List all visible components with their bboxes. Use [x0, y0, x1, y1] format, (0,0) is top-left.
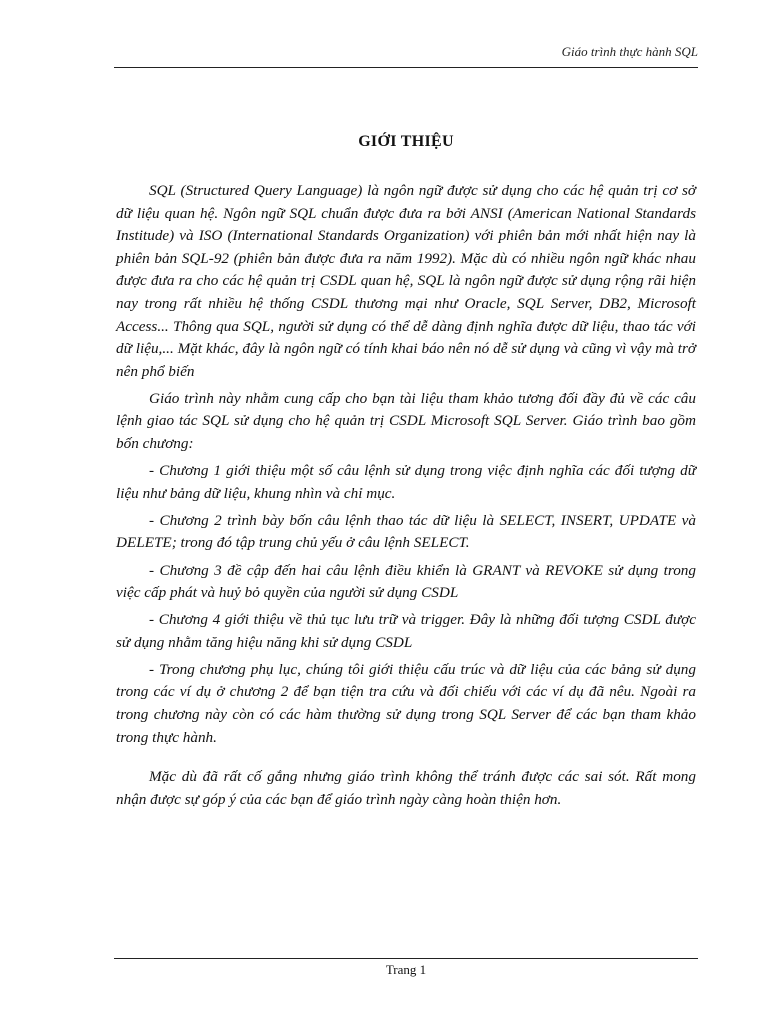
- header-divider: [114, 67, 698, 68]
- paragraph-intro: SQL (Structured Query Language) là ngôn ngữ được sử dụng cho các hệ quản trị cơ sở dữ liệu quan hệ. Ngôn ngữ SQL chuẩn được đưa ra bởi ANSI (American National Standards Institude) và ISO (International Standards Organization) với phiên bản mới nhất hiện nay là phiên bản SQL-92 (phiên bản được đưa ra năm 1992). Mặc dù có nhiều ngôn ngữ khác nhau được đưa ra cho các hệ quản trị CSDL quan hệ, SQL là ngôn ngữ được sử dụng rộng rãi hiện nay trong rất nhiều hệ thống CSDL thương mại như Oracle, SQL Server, DB2, Microsoft Access... Thông qua SQL, người sử dụng có thể dễ dàng định nghĩa được dữ liệu, thao tác với dữ liệu,... Mặt khác, đây là ngôn ngữ có tính khai báo nên nó dễ sử dụng và cũng vì vậy mà trở nên phổ biến: [116, 182, 696, 380]
- footer-divider: [114, 958, 698, 959]
- paragraph-closing: Mặc dù đã rất cố gắng nhưng giáo trình không thể tránh được các sai sót. Rất mong nhận được sự góp ý của các bạn để giáo trình ngày càng hoàn thiện hơn.: [116, 768, 696, 808]
- document-body: [116, 180, 696, 816]
- paragraph-chapter-4: - Chương 4 giới thiệu về thủ tục lưu trữ và trigger. Đây là những đối tượng CSDL được sử dụng nhằm tăng hiệu năng khi sử dụng CSDL: [116, 611, 696, 651]
- paragraph-appendix: - Trong chương phụ lục, chúng tôi giới thiệu cấu trúc và dữ liệu của các bảng sử dụng trong các ví dụ ở chương 2 để bạn tiện tra cứu và đối chiếu với các ví dụ đã nêu. Ngoài ra trong chương này còn có các hàm thường sử dụng trong SQL Server để các bạn tham khảo trong thực hành.: [116, 660, 696, 746]
- running-header: Giáo trình thực hành SQL: [561, 44, 698, 59]
- page-number: Trang 1: [385, 962, 427, 977]
- page-title: GIỚI THIỆU: [358, 133, 454, 150]
- paragraph-chapter-3: - Chương 3 đề cập đến hai câu lệnh điều khiển là GRANT và REVOKE sử dụng trong việc cấp phát và huỷ bỏ quyền của người sử dụng CSDL: [116, 561, 696, 602]
- paragraph-purpose: Giáo trình này nhằm cung cấp cho bạn tài liệu tham khảo tương đối đầy đủ về các câu lệnh giao tác SQL sử dụng cho hệ quản trị CSDL Microsoft SQL Server. Giáo trình bao gồm bốn chương:: [116, 389, 696, 453]
- paragraph-chapter-1: - Chương 1 giới thiệu một số câu lệnh sử dụng trong việc định nghĩa các đối tượng dữ liệu như bảng dữ liệu, khung nhìn và chỉ mục.: [116, 462, 696, 502]
- paragraph-chapter-2: - Chương 2 trình bày bốn câu lệnh thao tác dữ liệu là SELECT, INSERT, UPDATE và DELETE; trong đó tập trung chủ yếu ở câu lệnh SELECT.: [116, 511, 696, 552]
